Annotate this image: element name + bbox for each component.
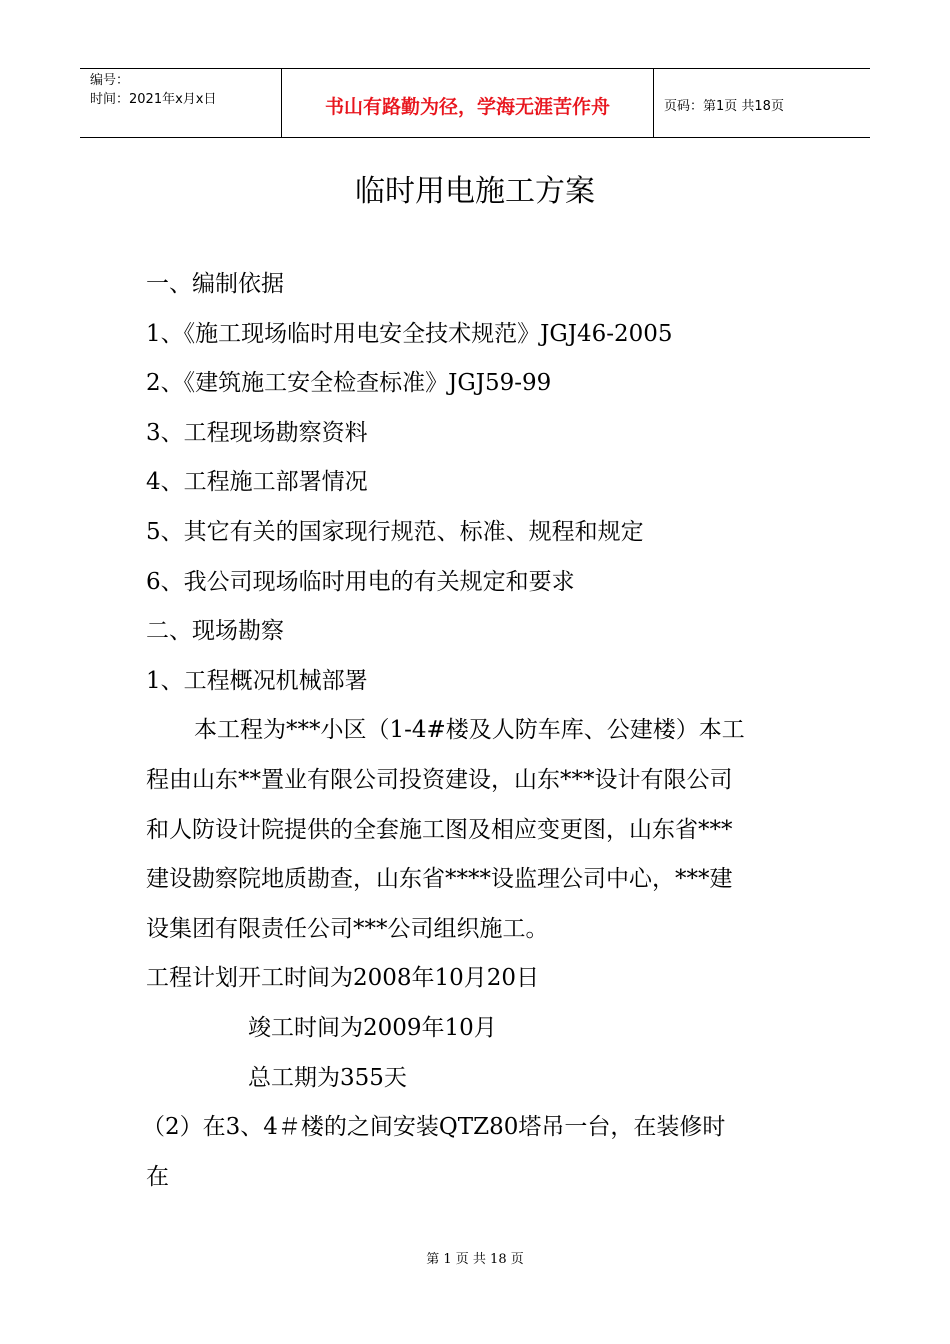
page-header [80, 68, 870, 138]
list-item: 6、我公司现场临时用电的有关规定和要求 [146, 568, 575, 595]
list-item: 3、工程现场勘察资料 [146, 419, 368, 446]
subsection-heading: 1、工程概况机械部署 [146, 667, 368, 694]
list-item: 4、工程施工部署情况 [146, 469, 368, 496]
paragraph-line: 建设勘察院地质勘查，山东省****设监理公司中心，***建 [146, 866, 733, 893]
paragraph-line: 在 [146, 1163, 169, 1190]
list-item: 5、其它有关的国家现行规范、标准、规程和规定 [146, 518, 644, 545]
section-heading: 一、编制依据 [146, 271, 284, 297]
header-meta [80, 69, 282, 137]
schedule-start: 工程计划开工时间为2008年10月20日 [146, 965, 540, 992]
time-label: 时间：2021年x月x日 [90, 92, 217, 107]
header-page-info: 页码：第1页 共18页 [664, 98, 784, 114]
paragraph-line: （2）在3、4＃楼的之间安装QTZ80塔吊一台，在装修时 [142, 1114, 726, 1141]
header-motto: 书山有路勤为径，学海无涯苦作舟 [282, 69, 654, 137]
paragraph-line: 本工程为***小区（1-4#楼及人防车库、公建楼）本工 [194, 717, 745, 744]
document-title: 临时用电施工方案 [355, 174, 595, 209]
paragraph-line: 设集团有限责任公司***公司组织施工。 [146, 915, 549, 942]
page-footer: 第 1 页 共 18 页 [426, 1252, 524, 1267]
list-item: 2、《建筑施工安全检查标准》JGJ59-99 [146, 370, 552, 397]
schedule-end: 竣工时间为2009年10月 [248, 1014, 497, 1041]
paragraph-line: 和人防设计院提供的全套施工图及相应变更图，山东省*** [146, 816, 733, 843]
code-label: 编号： [90, 73, 130, 88]
section-heading: 二、现场勘察 [146, 618, 284, 645]
paragraph-line: 程由山东**置业有限公司投资建设，山东***设计有限公司 [146, 766, 733, 793]
list-item: 1、《施工现场临时用电安全技术规范》JGJ46-2005 [146, 320, 673, 347]
document-body [142, 265, 816, 1207]
schedule-duration: 总工期为355天 [248, 1064, 407, 1091]
